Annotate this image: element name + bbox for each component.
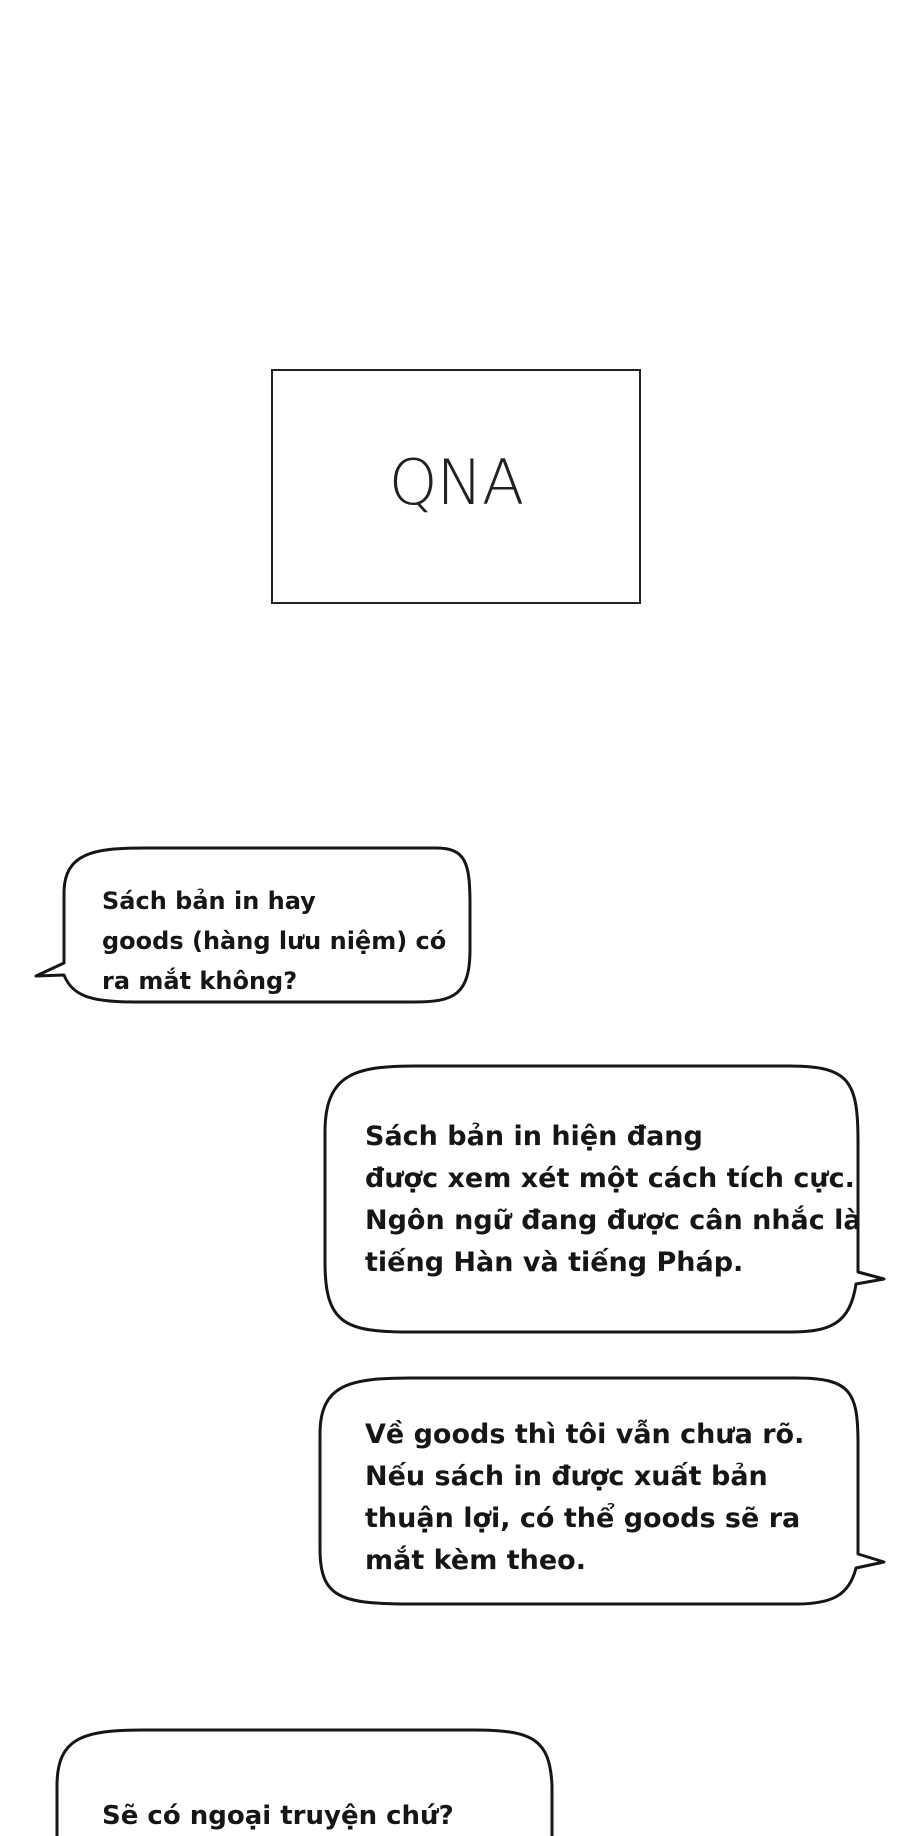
question-bubble-2 <box>54 1726 554 1836</box>
question-bubble-1 <box>34 845 474 1007</box>
answer-2-text: Về goods thì tôi vẫn chưa rõ. Nếu sách in được xuất bản thuận lợi, có thể goods sẽ ra mắt kèm theo. <box>365 1419 805 1576</box>
answer-bubble-1 <box>320 1062 886 1336</box>
answer-1-text: Sách bản in hiện đang được xem xét một cách tích cực. Ngôn ngữ đang được cân nhắc là tiếng Hàn và tiếng Pháp. <box>365 1121 862 1278</box>
qna-title: QNA <box>388 446 524 519</box>
question-2-text: Sẽ có ngoại truyện chứ? <box>102 1801 454 1831</box>
answer-bubble-2 <box>316 1374 886 1608</box>
qna-title-box <box>271 369 641 604</box>
question-1-text: Sách bản in hay goods (hàng lưu niệm) có ra mắt không? <box>102 887 447 995</box>
